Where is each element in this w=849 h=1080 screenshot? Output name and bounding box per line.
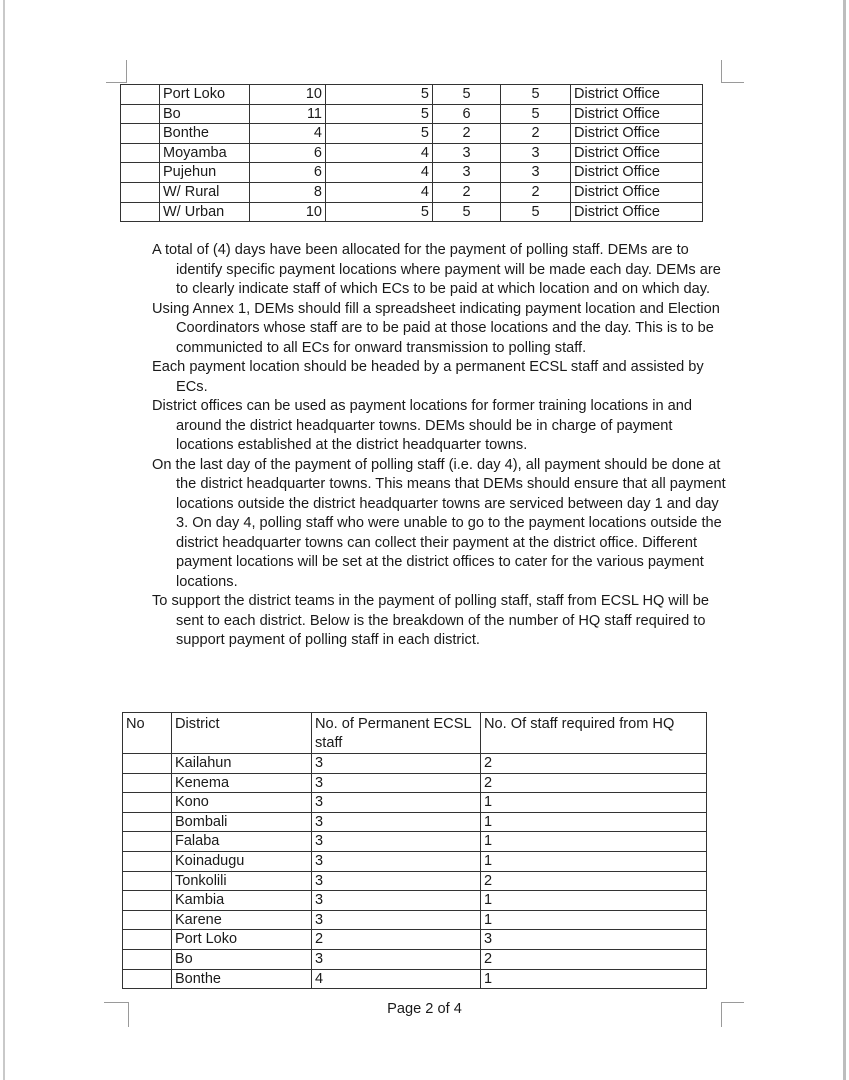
paragraph-annex-spreadsheet: Using Annex 1, DEMs should fill a spreadsheet indicating payment location and Election Coordinators whose staff are to be paid at those locations and the day. This is to be communicted to all ECs for onward transmission to polling staff. <box>152 300 720 356</box>
header-no: No <box>123 713 172 754</box>
cell-district: W/ Rural <box>160 182 250 202</box>
cell-permanent: 3 <box>312 910 481 930</box>
table-row <box>123 773 707 793</box>
cell-no <box>121 163 160 183</box>
paragraph-location-head: Each payment location should be headed by a permanent ECSL staff and assisted by ECs. <box>152 359 704 395</box>
cell-no <box>121 104 160 124</box>
cell-col2: 6 <box>250 143 326 163</box>
cell-no <box>123 773 172 793</box>
cell-col2: 11 <box>250 104 326 124</box>
cell-location: District Office <box>571 104 703 124</box>
table-row <box>123 930 707 950</box>
cell-no <box>123 949 172 969</box>
table-row <box>121 85 703 105</box>
cell-col5: 2 <box>501 182 571 202</box>
cell-location: District Office <box>571 143 703 163</box>
crop-mark-top-left <box>106 60 127 83</box>
cell-location: District Office <box>571 182 703 202</box>
table-row <box>123 949 707 969</box>
cell-no <box>121 202 160 222</box>
cell-col4: 2 <box>433 182 501 202</box>
cell-required: 1 <box>481 832 707 852</box>
cell-district: Kambia <box>172 891 312 911</box>
cell-permanent: 4 <box>312 969 481 989</box>
cell-col5: 5 <box>501 202 571 222</box>
cell-permanent: 3 <box>312 812 481 832</box>
table-row <box>123 812 707 832</box>
cell-col4: 5 <box>433 202 501 222</box>
cell-permanent: 3 <box>312 949 481 969</box>
table-row <box>123 910 707 930</box>
cell-col2: 4 <box>250 124 326 144</box>
cell-no <box>121 143 160 163</box>
payment-locations-table <box>120 84 703 222</box>
cell-required: 2 <box>481 773 707 793</box>
table-row <box>123 754 707 774</box>
cell-no <box>123 969 172 989</box>
cell-required: 1 <box>481 891 707 911</box>
cell-location: District Office <box>571 202 703 222</box>
cell-required: 2 <box>481 949 707 969</box>
paragraph-payment-days: A total of (4) days have been allocated for the payment of polling staff. DEMs are to identify specific payment locations where payment will be made each day. DEMs are to clearly indicate staff of which ECs to be paid at which location and on which day. <box>152 242 721 297</box>
cell-no <box>123 891 172 911</box>
paragraph-district-offices: District offices can be used as payment locations for former training locations in and around the district headquarter towns. DEMs should be in charge of payment locations established at the district headquarter towns. <box>152 398 692 453</box>
cell-col3: 5 <box>326 124 433 144</box>
cell-required: 1 <box>481 910 707 930</box>
cell-district: Bonthe <box>172 969 312 989</box>
table-row <box>123 969 707 989</box>
cell-district: Bo <box>160 104 250 124</box>
cell-col3: 5 <box>326 104 433 124</box>
cell-district: Bonthe <box>160 124 250 144</box>
table-row <box>123 871 707 891</box>
cell-district: Bo <box>172 949 312 969</box>
cell-col5: 5 <box>501 104 571 124</box>
cell-permanent: 3 <box>312 754 481 774</box>
crop-mark-top-right <box>721 60 744 83</box>
cell-col2: 8 <box>250 182 326 202</box>
cell-no <box>123 930 172 950</box>
cell-no <box>123 851 172 871</box>
cell-required: 2 <box>481 871 707 891</box>
cell-district: W/ Urban <box>160 202 250 222</box>
cell-col2: 10 <box>250 85 326 105</box>
cell-col3: 5 <box>326 202 433 222</box>
cell-col2: 10 <box>250 202 326 222</box>
cell-col5: 2 <box>501 124 571 144</box>
cell-col3: 4 <box>326 143 433 163</box>
cell-permanent: 3 <box>312 851 481 871</box>
cell-col2: 6 <box>250 163 326 183</box>
cell-col5: 5 <box>501 85 571 105</box>
cell-col4: 3 <box>433 163 501 183</box>
cell-permanent: 3 <box>312 773 481 793</box>
cell-required: 1 <box>481 969 707 989</box>
table-row <box>121 182 703 202</box>
cell-district: Port Loko <box>172 930 312 950</box>
cell-no <box>121 182 160 202</box>
cell-no <box>123 871 172 891</box>
hq-staff-table <box>122 712 707 989</box>
table-row <box>121 163 703 183</box>
cell-district: Bombali <box>172 812 312 832</box>
cell-col4: 5 <box>433 85 501 105</box>
table-row <box>121 202 703 222</box>
instructions-list <box>152 241 727 651</box>
cell-required: 1 <box>481 812 707 832</box>
cell-district: Moyamba <box>160 143 250 163</box>
cell-district: Kenema <box>172 773 312 793</box>
table-row <box>123 832 707 852</box>
cell-permanent: 3 <box>312 793 481 813</box>
cell-permanent: 3 <box>312 871 481 891</box>
paragraph-last-day: On the last day of the payment of polling staff (i.e. day 4), all payment should be done at the district headquarter towns. This means that DEMs should ensure that all payment locations outside the district headquarter towns are serviced between day 1 and day 3. On day 4, polling staff who were unable to go to the payment locations outside the district headquarter towns can collect their payment at the district office. Different payment locations will be set at the district offices to cater for the various payment locations. <box>152 456 726 590</box>
cell-required: 2 <box>481 754 707 774</box>
header-district: District <box>172 713 312 754</box>
cell-col3: 4 <box>326 163 433 183</box>
cell-col4: 3 <box>433 143 501 163</box>
cell-permanent: 3 <box>312 891 481 911</box>
cell-district: Karene <box>172 910 312 930</box>
table-row <box>121 104 703 124</box>
table-row <box>121 124 703 144</box>
cell-district: Pujehun <box>160 163 250 183</box>
cell-district: Koinadugu <box>172 851 312 871</box>
page-number: Page 2 of 4 <box>387 1001 462 1017</box>
table-row <box>123 891 707 911</box>
cell-no <box>121 124 160 144</box>
cell-district: Kono <box>172 793 312 813</box>
cell-required: 3 <box>481 930 707 950</box>
cell-location: District Office <box>571 163 703 183</box>
cell-no <box>123 754 172 774</box>
cell-no <box>123 793 172 813</box>
cell-col5: 3 <box>501 143 571 163</box>
cell-col3: 4 <box>326 182 433 202</box>
cell-required: 1 <box>481 793 707 813</box>
cell-col4: 2 <box>433 124 501 144</box>
table-header-row <box>123 713 707 754</box>
cell-district: Tonkolili <box>172 871 312 891</box>
cell-no <box>123 910 172 930</box>
cell-no <box>123 832 172 852</box>
cell-col3: 5 <box>326 85 433 105</box>
table-row <box>123 851 707 871</box>
cell-district: Kailahun <box>172 754 312 774</box>
cell-district: Falaba <box>172 832 312 852</box>
cell-permanent: 3 <box>312 832 481 852</box>
page-edge-right <box>843 0 846 1080</box>
header-staff-required: No. Of staff required from HQ <box>481 713 707 754</box>
page-edge-left <box>3 0 5 1080</box>
cell-col5: 3 <box>501 163 571 183</box>
paragraph-hq-support: To support the district teams in the payment of polling staff, staff from ECSL HQ will be sent to each district. Below is the breakdown of the number of HQ staff required to support payment of polling staff in each district. <box>152 593 709 648</box>
cell-location: District Office <box>571 124 703 144</box>
cell-permanent: 2 <box>312 930 481 950</box>
table-row <box>121 143 703 163</box>
table-row <box>123 793 707 813</box>
cell-district: Port Loko <box>160 85 250 105</box>
cell-no <box>123 812 172 832</box>
header-permanent-staff: No. of Permanent ECSL staff <box>312 713 481 754</box>
cell-location: District Office <box>571 85 703 105</box>
cell-no <box>121 85 160 105</box>
cell-required: 1 <box>481 851 707 871</box>
cell-col4: 6 <box>433 104 501 124</box>
